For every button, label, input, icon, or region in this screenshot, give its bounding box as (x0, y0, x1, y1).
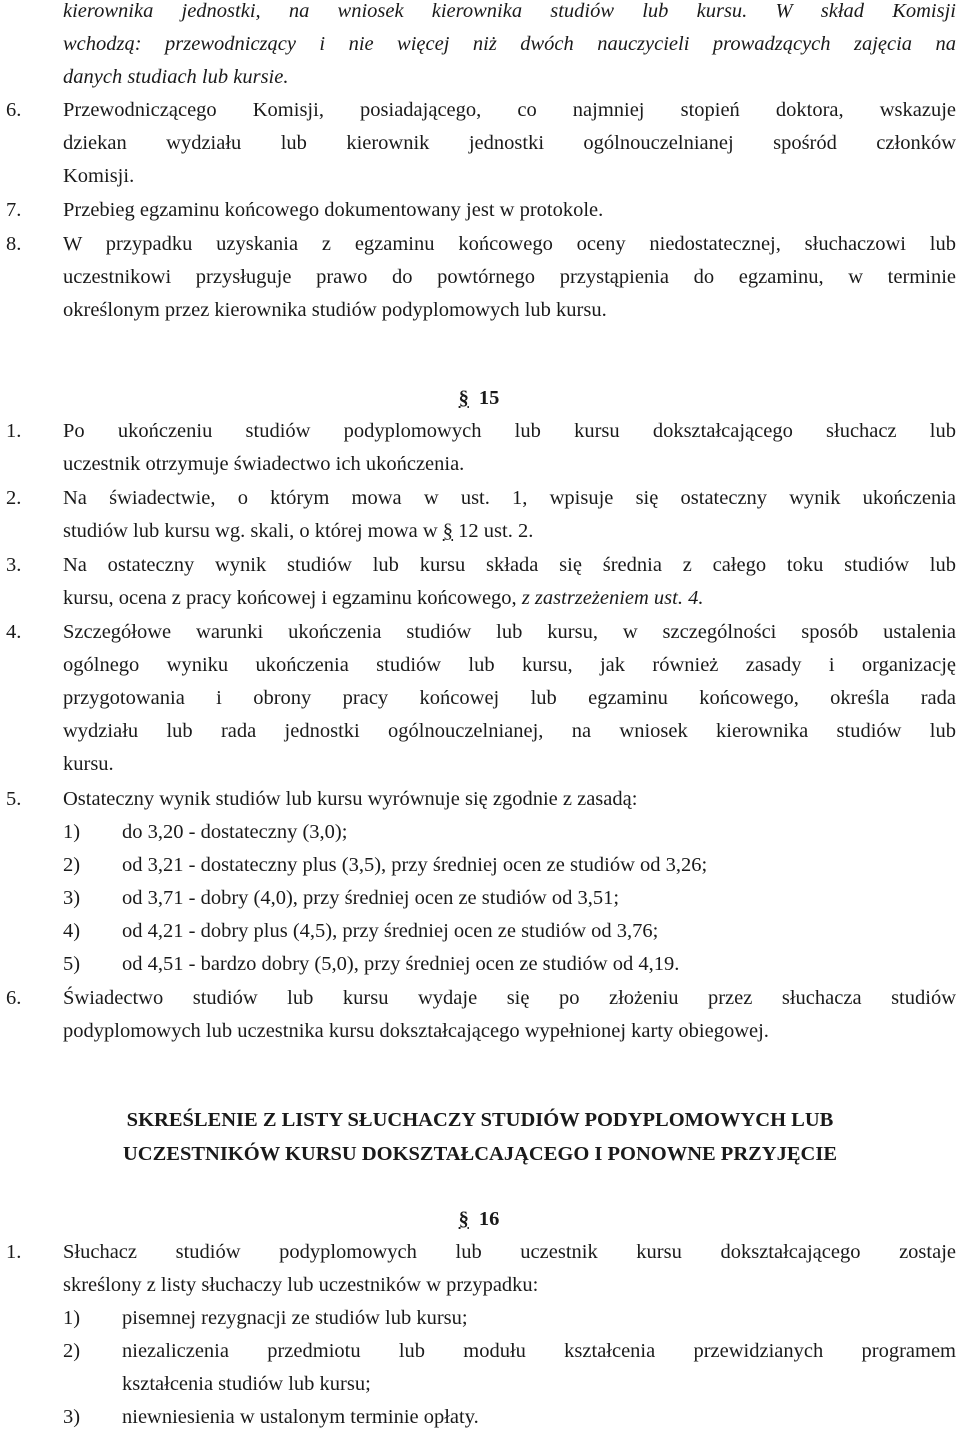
text-line: przygotowania i obrony pracy końcowej lub egzaminu końcowego, określa rada (63, 687, 956, 709)
text-line: kursu. (63, 753, 114, 775)
text-fragment: kursu, ocena z pracy końcowej i egzaminu końcowego, (63, 587, 522, 609)
text-line: Po ukończeniu studiów podyplomowych lub kursu dokształcającego słuchacz lub (63, 420, 956, 442)
text-line: kierownika jednostki, na wniosek kierownika studiów lub kursu. W skład Komisji (63, 0, 956, 22)
text-line: Ostateczny wynik studiów lub kursu wyrównuje się zgodnie z zasadą: (63, 788, 638, 810)
chapter-heading (0, 1103, 960, 1171)
sub-item-text: od 4,51 - bardzo dobry (5,0), przy średniej ocen ze studiów od 4,19. (122, 953, 680, 975)
item-number: 3. (6, 554, 22, 576)
item-number: 6. (6, 987, 22, 1009)
text-line: Na świadectwie, o którym mowa w ust. 1, wpisuje się ostateczny wynik ukończenia (63, 487, 956, 509)
text-line: Na ostateczny wynik studiów lub kursu składa się średnia z całego toku studiów lub (63, 554, 956, 576)
heading-line: UCZESTNIKÓW KURSU DOKSZTAŁCAJĄCEGO I PONOWNE PRZYJĘCIE (122, 1143, 837, 1165)
sub-item-number: 1) (63, 1307, 81, 1329)
section-symbol: § (458, 387, 469, 409)
item-7 (0, 194, 958, 227)
sub-item-text: do 3,20 - dostateczny (3,0); (122, 821, 348, 843)
text-line: Przebieg egzaminu końcowego dokumentowany jest w protokole. (63, 199, 604, 221)
heading-line: SKREŚLENIE Z LISTY SŁUCHACZY STUDIÓW PODYPLOMOWYCH LUB (126, 1109, 834, 1131)
sub-item-text: od 3,21 - dostateczny plus (3,5), przy średniej ocen ze studiów od 3,26; (122, 854, 708, 876)
text-line: danych studiach lub kursie. (63, 66, 289, 88)
text-fragment: studiów lub kursu wg. skali, o której mowa w (63, 520, 443, 542)
text-line: dziekan wydziału lub kierownik jednostki ogólnouczelnianej spośród członków (63, 132, 956, 154)
text-line: określonym przez kierownika studiów podyplomowych lub kursu. (63, 299, 607, 321)
sub-item-text: niezaliczenia przedmiotu lub modułu kształcenia przewidzianych programem (122, 1340, 956, 1362)
s15-item-4 (0, 616, 958, 781)
sub-item-text: od 4,21 - dobry plus (4,5), przy średniej ocen ze studiów od 3,76; (122, 920, 659, 942)
item-number: 7. (6, 199, 22, 221)
s15-item-5 (0, 783, 958, 981)
s15-item-3 (0, 549, 958, 615)
text-fragment-italic: z zastrzeżeniem ust. 4. (521, 587, 704, 609)
sub-item-number: 1) (63, 821, 81, 843)
sub-item-number: 2) (63, 1340, 81, 1362)
sub-item-number: 3) (63, 1406, 81, 1428)
text-line: ogólnego wyniku ukończenia studiów lub kursu, jak również zasady i organizację (63, 654, 956, 676)
text-line: W przypadku uzyskania z egzaminu końcowego oceny niedostatecznej, słuchaczowi lub (63, 233, 956, 255)
item-8 (0, 228, 958, 327)
section-16-heading (0, 1203, 958, 1236)
text-line: uczestnikowi przysługuje prawo do powtórnego przystąpienia do egzaminu, w terminie (63, 266, 956, 288)
text-line: Szczegółowe warunki ukończenia studiów lub kursu, w szczególności sposób ustalenia (63, 621, 956, 643)
item-number: 5. (6, 788, 22, 810)
item-number: 4. (6, 621, 22, 643)
s15-item-2 (0, 482, 958, 548)
text-fragment: 12 ust. 2. (453, 520, 534, 542)
sub-item-text: od 3,71 - dobry (4,0), przy średniej ocen ze studiów od 3,51; (122, 887, 620, 909)
sub-item-number: 3) (63, 887, 81, 909)
sub-item-number: 4) (63, 920, 81, 942)
text-line: Komisji. (63, 165, 135, 187)
item-number: 1. (6, 420, 22, 442)
text-line: uczestnik otrzymuje świadectwo ich ukończenia. (63, 453, 465, 475)
item-number: 2. (6, 487, 22, 509)
text-line: Świadectwo studiów lub kursu wydaje się po złożeniu przez słuchacza studiów (63, 987, 956, 1009)
section-number: 15 (478, 387, 500, 409)
sub-item-text: kształcenia studiów lub kursu; (122, 1373, 371, 1395)
continuation-paragraph (0, 0, 958, 94)
sub-item-number: 5) (63, 953, 81, 975)
sub-item-number: 2) (63, 854, 81, 876)
item-6 (0, 94, 958, 193)
s16-item-1 (0, 1236, 958, 1434)
section-15-heading (0, 382, 958, 415)
item-number: 6. (6, 99, 22, 121)
sub-item-text: pisemnej rezygnacji ze studiów lub kursu; (122, 1307, 468, 1329)
text-line: wydziału lub rada jednostki ogólnouczelnianej, na wniosek kierownika studiów lub (63, 720, 956, 742)
text-line: podyplomowych lub uczestnika kursu dokształcającego wypełnionej karty obiegowej. (63, 1020, 769, 1042)
section-symbol: § (442, 520, 454, 542)
item-number: 1. (6, 1241, 22, 1263)
text-line: Słuchacz studiów podyplomowych lub uczestnik kursu dokształcającego zostaje (63, 1241, 956, 1263)
section-number: 16 (478, 1208, 500, 1230)
text-line: wchodzą: przewodniczący i nie więcej niż dwóch nauczycieli prowadzących zajęcia na (63, 33, 956, 55)
text-line: Przewodniczącego Komisji, posiadającego, co najmniej stopień doktora, wskazuje (63, 99, 956, 121)
section-symbol: § (458, 1208, 469, 1230)
s15-item-1 (0, 415, 958, 481)
item-number: 8. (6, 233, 22, 255)
s15-item-6 (0, 982, 958, 1048)
text-line: skreślony z listy słuchaczy lub uczestników w przypadku: (63, 1274, 539, 1296)
sub-item-text: niewniesienia w ustalonym terminie opłaty. (122, 1406, 479, 1428)
